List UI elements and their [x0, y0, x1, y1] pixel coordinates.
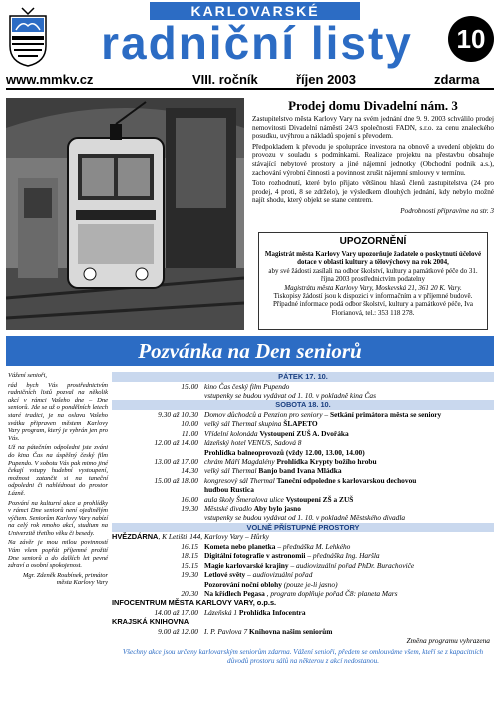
program-place: Lázeňská 1: [204, 607, 238, 617]
program-place: vstupenky se budou vydávat od 1. 10. v pokladně kina Čas: [204, 391, 376, 400]
program-event: Prohlídka Infocentra: [238, 607, 306, 617]
website-link[interactable]: www.mmkv.cz: [6, 72, 94, 87]
event-program: [112, 372, 494, 702]
program-row: [112, 580, 494, 589]
program-event: Kometa nebo planetka: [204, 541, 276, 551]
program-place: kino Čas český film Pupendo: [204, 381, 290, 391]
letter-paragraph: Pozvání na kulturní akce a prohlídky v rámci Dne seniorů není ojedinělým výčtem. Seniorům Karlovy Vary nabízí na celý rok mnoho akcí, studium na Univerzitě třetího věku či besedy.: [8, 499, 108, 537]
program-time: 9.30 až 10.30: [158, 410, 198, 419]
program-place: (pouze je-li jasno): [283, 579, 338, 589]
issue-date: říjen 2003: [296, 72, 356, 87]
article-title: Prodej domu Divadelní nám. 3: [288, 98, 458, 113]
program-event: Magie karlovarské krajiny: [204, 560, 289, 570]
program-row: [112, 457, 494, 466]
venue-heading: KRAJSKÁ KNIHOVNA: [112, 617, 190, 627]
newspaper-title: radniční listy: [101, 17, 413, 69]
program-description: [204, 513, 494, 522]
notice-box: [258, 232, 488, 330]
program-description: [204, 608, 494, 617]
program-event: Pozorování noční oblohy: [204, 579, 282, 589]
venue-heading: INFOCENTRUM MĚSTA KARLOVY VARY, o.p.s.: [112, 598, 277, 608]
program-time: [112, 448, 204, 457]
program-event: ŠLAPETO: [283, 419, 318, 429]
letter-paragraph: rád bych Vás prostřednictvím radničních listů pozval na několik akcí v rámci Vašeho dne – Dne seniorů. Jde se už o pondělních letech staré tradici, je na oslavu Vašeho svátku připraven městem Karlovy Vary program, který je vybrán jen pro Vás.: [8, 381, 108, 442]
program-footnote: Všechny akce jsou určeny karlovarským seniorům zdarma. Vážení senioři, předem se omlouváme všem, kteří se z kapacitních důvodů prostoru sálů na některou z akcí nedostanou.: [122, 648, 484, 665]
program-time: 16.15: [181, 541, 198, 551]
program-row: [112, 551, 494, 560]
venue-heading: [112, 532, 494, 541]
program-place: Domov důchodců a Penzion pro seniory –: [204, 410, 329, 419]
program-row: [112, 382, 494, 391]
notice-extra: Tiskopisy žádostí jsou k dispozici v informačním a v příjemné budově. Případné informace podá odbor školství, kultury a památkové péče, Iva Florianová, tel.: 353 118 278.: [272, 292, 474, 317]
article-paragraph: Zastupitelstvo města Karlovy Vary na svém jednání dne 9. 9. 2003 schválilo prodej nemovitosti Divadelní náměstí 24/3 společnosti FADN, s.r.o. za cenu znaleckého posudku, uvýhrou a nákladů spojení s převodem.: [252, 115, 494, 141]
program-time: [112, 580, 204, 589]
article-reference: Podrobnosti připravíme na str. 3: [400, 206, 494, 215]
program-row: [112, 410, 494, 419]
day-heading: SOBOTA 18. 10.: [112, 400, 494, 410]
program-place: vstupenky se budou vydávat od 1. 10. v pokladně Městského divadla: [204, 513, 406, 523]
program-row: [112, 429, 494, 438]
city-crest-icon: [8, 6, 48, 68]
program-row: [112, 589, 494, 598]
program-place: Městské divadlo: [204, 504, 252, 514]
notice-title: UPOZORNĚNÍ: [339, 236, 407, 247]
program-place: – audiovizuální pořad: [247, 570, 313, 580]
program-time: 11.00: [181, 428, 198, 438]
program-event: Taneční odpoledne s karlovarskou dechovou: [276, 475, 417, 485]
program-row: [112, 608, 494, 617]
program-event: Knihovna našim seniorům: [249, 626, 333, 636]
price-label: zdarma: [434, 72, 480, 87]
program-place: aula školy Šmeralova ulice: [204, 494, 284, 504]
program-list-friday: [112, 382, 494, 401]
venue-name: HVĚZDÁRNA: [112, 532, 159, 542]
program-row: [112, 466, 494, 475]
program-time: 15.00 až 18.00: [154, 475, 198, 485]
program-description: [204, 580, 494, 589]
program-row: [112, 504, 494, 513]
program-event: Digitální fotografie v astronomii: [204, 551, 306, 561]
program-list-observatory: [112, 542, 494, 598]
program-row: [112, 627, 494, 636]
program-place: Vřídelní kolonáda: [204, 428, 258, 438]
program-time: [112, 391, 204, 400]
program-list-saturday: [112, 410, 494, 523]
program-place: kongresový sál Thermal: [204, 475, 275, 485]
program-description: [204, 476, 494, 485]
tram-photo: [6, 98, 244, 330]
program-row: [112, 513, 494, 522]
article-paragraph: Toto rozhodnutí, které bylo přijato většinou hlasů členů zastupitelstva (24 pro prodej, 4 proti, 8 se zdrželo), je výsledkem dlouhých jednání, kdy nebylo možné najít shodu, který objekt se stane centrem.: [252, 179, 494, 205]
program-event: hudbou Rustica: [204, 485, 254, 495]
program-description: [204, 419, 494, 428]
article-house-sale: [252, 98, 494, 224]
program-description: [204, 429, 494, 438]
section-banner: Pozvánka na Den seniorů: [6, 336, 494, 366]
program-time: 19.30: [181, 570, 198, 580]
program-place: – přednáška M. Lehkého: [277, 541, 351, 551]
program-place: – audiovizuální pořad PhDr. Burachoviče: [290, 560, 415, 570]
program-description: [204, 457, 494, 466]
program-description: [204, 627, 494, 636]
program-place: velký sál Thermal: [204, 466, 257, 476]
program-event: Vystoupení ZUŠ A. Dvořáka: [259, 428, 349, 438]
program-description: [204, 551, 494, 560]
program-event: Banjo band Ivana Mládka: [258, 466, 342, 476]
letter-paragraph: Na závěr je mou milou povinností Vám všem popřát příjemné prožití Dne seniorů a do dalších let pevné zdraví a osobní spokojenost.: [8, 539, 108, 570]
program-description: [204, 589, 494, 598]
issue-number: 10: [448, 16, 494, 62]
program-event: Vystoupení ZŠ a ZUŠ: [285, 494, 354, 504]
mayor-letter: [8, 372, 108, 702]
notice-address: Magistrátu města Karlovy Vary, Moskevská 21, 361 20 K. Vary.: [284, 283, 462, 292]
program-row: [112, 438, 494, 447]
program-place: , program doplňuje pořad Č8: planeta Mars: [266, 588, 398, 598]
day-heading: PÁTEK 17. 10.: [112, 372, 494, 382]
program-time: 16.00: [181, 494, 198, 504]
program-event: Na křídlech Pegasa: [204, 588, 265, 598]
program-place: lázeňský hotel VENUS, Sadová 8: [204, 438, 302, 448]
program-place: – přednáška Ing. Haršla: [307, 551, 380, 561]
masthead: [0, 0, 500, 92]
program-description: [204, 561, 494, 570]
letter-salutation: Vážení senioři,: [8, 372, 47, 379]
letter-signature: Mgr. Zdeněk Roubínek, primátor města Karlovy Vary: [22, 571, 108, 587]
program-list-library: [112, 627, 494, 636]
program-event: Prohlídka Krypty božího hrobu: [276, 457, 377, 467]
program-description: [204, 466, 494, 475]
article-paragraph: Předpokladem k převodu je spolupráce investora na obnově a uvedení objektu do provozu v souladu s podmínkami. Realizace projektu na přestavbu obsahuje stávající nebytové prostory a jiné nájemní jednotky (Obchodní podnik a.s.), zachování výrobní činnosti a povinnost zrušit nájemní smlouvy v termínu.: [252, 142, 494, 177]
program-event: Setkání primátora města se seniory: [329, 410, 442, 419]
program-row: [112, 448, 494, 457]
program-description: [204, 485, 494, 494]
program-row: [112, 391, 494, 400]
program-place: velký sál Thermal skupina: [204, 419, 282, 429]
program-description: [204, 504, 494, 513]
program-list-infocentre: [112, 608, 494, 617]
program-time: [112, 513, 204, 522]
program-time: 18.15: [181, 551, 198, 561]
program-time: 9.00 až 12.00: [158, 626, 198, 636]
program-time: [112, 485, 204, 494]
notice-lead: Magistrát města Karlovy Vary upozorňuje žadatele o poskytnutí účelové dotace v oblasti kultury a tělovýchovy na rok 2004,: [264, 250, 482, 267]
program-time: 14.30: [181, 466, 198, 476]
free-venues-heading: VOLNĚ PŘÍSTUPNÉ PROSTORY: [112, 523, 494, 533]
program-time: 14.00 až 17.00: [154, 607, 198, 617]
program-row: [112, 476, 494, 485]
program-description: [204, 495, 494, 504]
program-event: Letlové světy: [204, 570, 246, 580]
program-time: 15.00: [181, 381, 198, 391]
issue-info-bar: [6, 72, 494, 90]
program-description: [204, 448, 494, 457]
program-time: 12.00 až 14.00: [154, 438, 198, 448]
program-time: 19.30: [181, 504, 198, 514]
letter-paragraph: Už na pátečním odpoledni jste zváni do kina Čas na úspěšný český film Pupendo. V sobotu Vás pak mimo jiné čekají vstupy hudební vystoupení, možnost zatančit si na taneční odpoledni či nahlédnout do prostor Lázně.: [8, 444, 108, 497]
program-time: 13.00 až 17.00: [154, 457, 198, 467]
program-place: chrám Máří Magdalény: [204, 457, 275, 467]
venue-address: , K Letišti 144, Karlovy Vary – Hůrky: [158, 532, 270, 542]
program-time: 10.00: [181, 419, 198, 429]
program-description: [204, 570, 494, 579]
program-event: Prohlídka balneoprovozů (vždy 12.00, 13.00, 14.00): [204, 447, 365, 457]
program-row: [112, 542, 494, 551]
program-row: [112, 495, 494, 504]
program-description: [204, 391, 494, 400]
program-row: [112, 419, 494, 428]
notice-body: aby své žádosti zasílali na odbor školství, kultury a památkové péče do 31. října 2003 prostřednictvím podatelny: [268, 266, 478, 284]
program-row: [112, 485, 494, 494]
program-description: [204, 410, 494, 419]
program-description: [204, 382, 494, 391]
masthead-kicker: KARLOVARSKÉ: [150, 2, 360, 20]
program-place: I. P. Pavlova 7: [204, 626, 248, 636]
program-time: 20.30: [181, 588, 198, 598]
program-row: [112, 561, 494, 570]
program-changes-note: Změna programu vyhrazena: [406, 635, 490, 645]
program-event: Aby bylo jasno: [253, 504, 301, 514]
program-description: [204, 542, 494, 551]
program-time: 15.15: [181, 560, 198, 570]
program-description: [204, 438, 494, 447]
volume-label: VIII. ročník: [192, 72, 258, 87]
program-row: [112, 570, 494, 579]
